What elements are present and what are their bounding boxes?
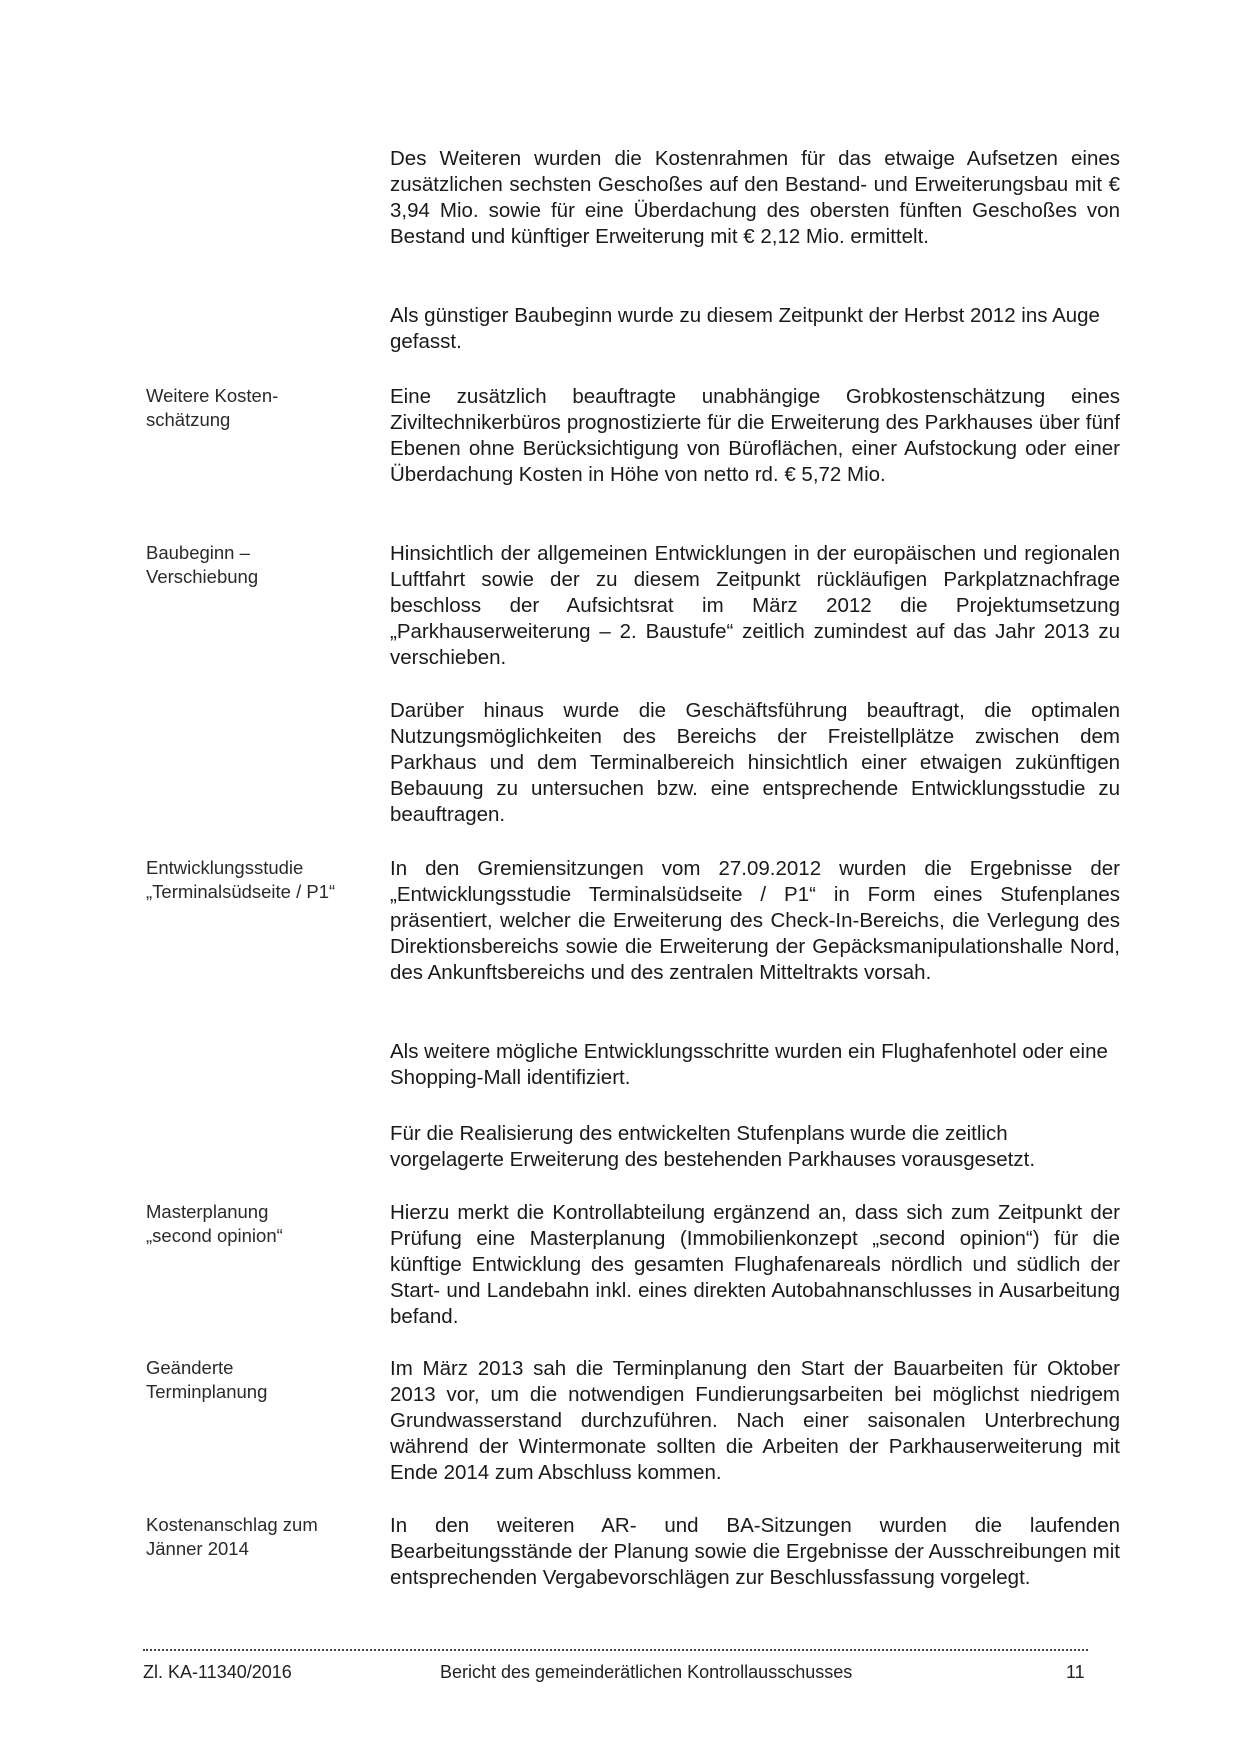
paragraph-master-planning: Hierzu merkt die Kontrollabteilung ergänzend an, dass sich zum Zeitpunkt der Prüfung eine Masterplanung (Immobilienkonzept „second opinion“) für die künftige Entwicklung des gesamten Flughafenareals nördlich und südlich der Start- und Landebahn inkl. eines direkten Autobahnanschlusses in Ausarbeitung befand. <box>390 1201 1120 1328</box>
paragraph-further-steps: Als weitere mögliche Entwicklungsschritte wurden ein Flughafenhotel oder eine Shopping-Mall identifiziert. <box>390 1040 1108 1089</box>
margin-note-cost-quote: Kostenanschlag zum Jänner 2014 <box>146 1514 318 1559</box>
footer-reference: Zl. KA-11340/2016 <box>143 1662 292 1682</box>
paragraph-board-meetings: In den weiteren AR- und BA-Sitzungen wurden die laufenden Bearbeitungsstände der Planung sowie die Ergebnisse der Ausschreibungen mit entsprechenden Vergabevorschlägen zur Beschlussfassung vorgelegt. <box>390 1514 1120 1589</box>
page-number: 11 <box>1066 1662 1085 1682</box>
paragraph-realisation: Für die Realisierung des entwickelten Stufenplans wurde die zeitlich vorgelagerte Erweiterung des bestehenden Parkhauses vorausgesetzt. <box>390 1122 1036 1171</box>
margin-note-master-planning: Masterplanung „second opinion“ <box>146 1201 283 1246</box>
paragraph-construction-start: Als günstiger Baubeginn wurde zu diesem Zeitpunkt der Herbst 2012 ins Auge gefasst. <box>390 304 1100 353</box>
margin-note-postponement: Baubeginn – Verschiebung <box>146 542 259 587</box>
footer-divider <box>143 1649 1088 1651</box>
paragraph-cost-frames: Des Weiteren wurden die Kostenrahmen für das etwaige Aufsetzen eines zusätzlichen sechsten Geschoßes auf den Bestand- und Erweiterungsbau mit € 3,94 Mio. sowie für eine Überdachung des obersten fünften Geschoßes von Bestand und künftiger Erweiterung mit € 2,12 Mio. ermittelt. <box>390 147 1120 248</box>
margin-note-schedule-change: Geänderte Terminplanung <box>146 1357 268 1402</box>
paragraph-study-results: In den Gremiensitzungen vom 27.09.2012 wurden die Ergebnisse der „Entwicklungsstudie Terminalsüdseite / P1“ in Form eines Stufenplanes präsentiert, welcher die Erweiterung des Check-In-Bereichs, die Verlegung des Direktionsbereichs sowie die Erweiterung der Gepäcksmanipulationshalle Nord, des Ankunftsbereichs und des zentralen Mitteltrakts vorsah. <box>390 857 1120 984</box>
margin-note-further-cost-estimate: Weitere Kosten- schätzung <box>146 385 279 430</box>
margin-note-development-study: Entwicklungsstudie „Terminalsüdseite / P1“ <box>146 857 336 902</box>
paragraph-cost-estimate: Eine zusätzlich beauftragte unabhängige Grobkostenschätzung eines Ziviltechnikerbüros prognostizierte für die Erweiterung des Parkhauses über fünf Ebenen ohne Berücksichtigung von Büroflächen, einer Aufstockung oder einer Überdachung Kosten in Höhe von netto rd. € 5,72 Mio. <box>390 385 1120 486</box>
paragraph-development-study-order: Darüber hinaus wurde die Geschäftsführung beauftragt, die optimalen Nutzungsmöglichkeiten des Bereichs der Freistellplätze zwischen dem Parkhaus und dem Terminalbereich hinsichtlich einer etwaigen zukünftigen Bebauung zu untersuchen bzw. eine entsprechende Entwicklungsstudie zu beauftragen. <box>390 699 1120 826</box>
footer-report-title: Bericht des gemeinderätlichen Kontrollausschusses <box>440 1662 853 1682</box>
paragraph-schedule: Im März 2013 sah die Terminplanung den Start der Bauarbeiten für Oktober 2013 vor, um die notwendigen Fundierungsarbeiten bei möglichst niedrigem Grundwasserstand durchzuführen. Nach einer saisonalen Unterbrechung während der Wintermonate sollten die Arbeiten der Parkhauserweiterung mit Ende 2014 zum Abschluss kommen. <box>390 1357 1120 1484</box>
paragraph-postponement: Hinsichtlich der allgemeinen Entwicklungen in der europäischen und regionalen Luftfahrt sowie der zu diesem Zeitpunkt rückläufigen Parkplatznachfrage beschloss der Aufsichtsrat im März 2012 die Projektumsetzung „Parkhauserweiterung – 2. Baustufe“ zeitlich zumindest auf das Jahr 2013 zu verschieben. <box>390 542 1120 669</box>
